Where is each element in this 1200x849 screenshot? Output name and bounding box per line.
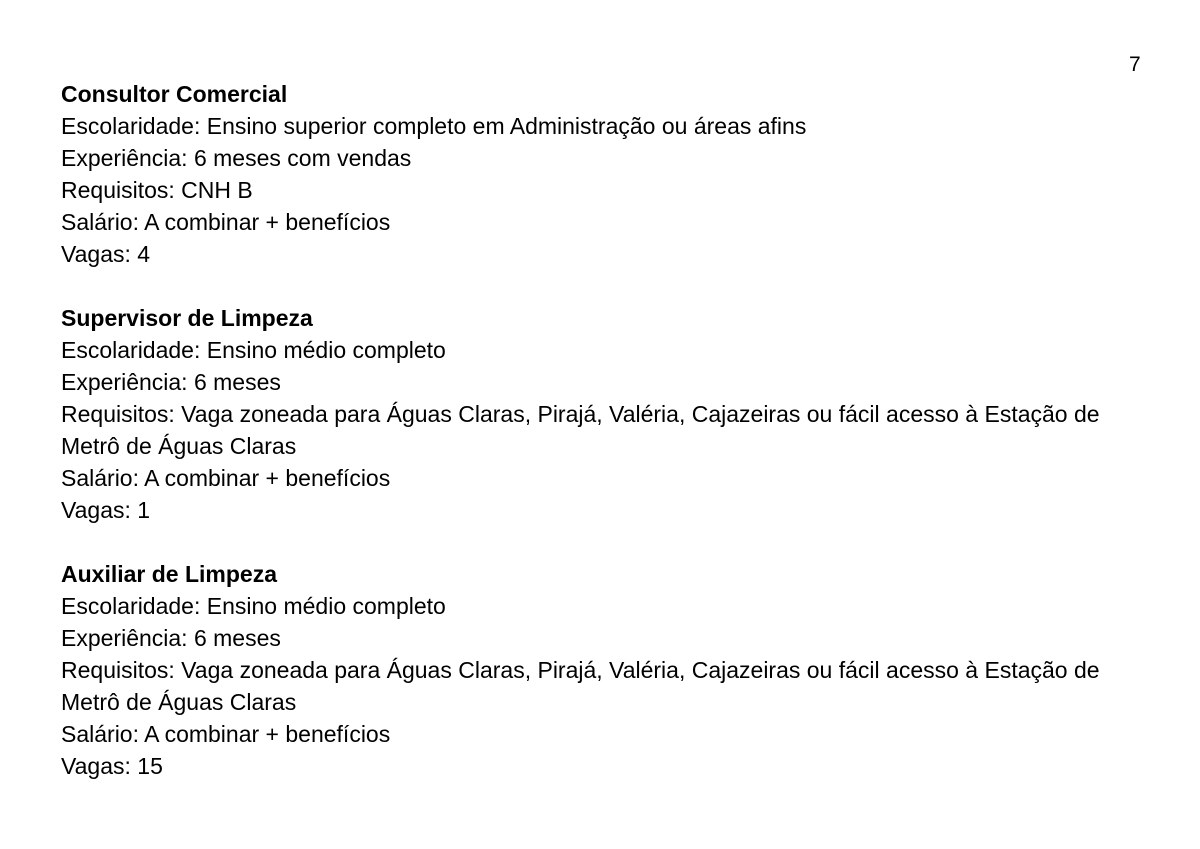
job-vagas: Vagas: 15 <box>61 753 163 779</box>
job-salario: Salário: A combinar + benefícios <box>61 465 391 491</box>
job-vagas: Vagas: 1 <box>61 497 151 523</box>
job-experiencia: Experiência: 6 meses com vendas <box>61 145 412 171</box>
job-escolaridade: Escolaridade: Ensino superior completo em Administração ou áreas afins <box>61 113 807 139</box>
job-escolaridade: Escolaridade: Ensino médio completo <box>61 337 446 363</box>
job-title: Auxiliar de Limpeza <box>61 561 278 587</box>
page-number: 7 <box>1129 53 1141 76</box>
job-requisitos: Requisitos: Vaga zoneada para Águas Claras, Pirajá, Valéria, Cajazeiras ou fácil acesso à Estação de Metrô de Águas Claras <box>61 657 1106 715</box>
job-experiencia: Experiência: 6 meses <box>61 625 281 651</box>
job-escolaridade: Escolaridade: Ensino médio completo <box>61 593 446 619</box>
job-salario: Salário: A combinar + benefícios <box>61 209 391 235</box>
job-experiencia: Experiência: 6 meses <box>61 369 281 395</box>
job-title: Supervisor de Limpeza <box>61 305 313 331</box>
job-vagas: Vagas: 4 <box>61 241 151 267</box>
job-listing-consultor-comercial <box>61 78 1151 270</box>
job-listings <box>61 78 1151 814</box>
job-requisitos: Requisitos: CNH B <box>61 177 253 203</box>
job-listing-auxiliar-de-limpeza <box>61 558 1151 782</box>
job-requisitos: Requisitos: Vaga zoneada para Águas Claras, Pirajá, Valéria, Cajazeiras ou fácil acesso à Estação de Metrô de Águas Claras <box>61 401 1106 459</box>
job-title: Consultor Comercial <box>61 81 288 107</box>
job-listing-supervisor-de-limpeza <box>61 302 1151 526</box>
job-salario: Salário: A combinar + benefícios <box>61 721 391 747</box>
